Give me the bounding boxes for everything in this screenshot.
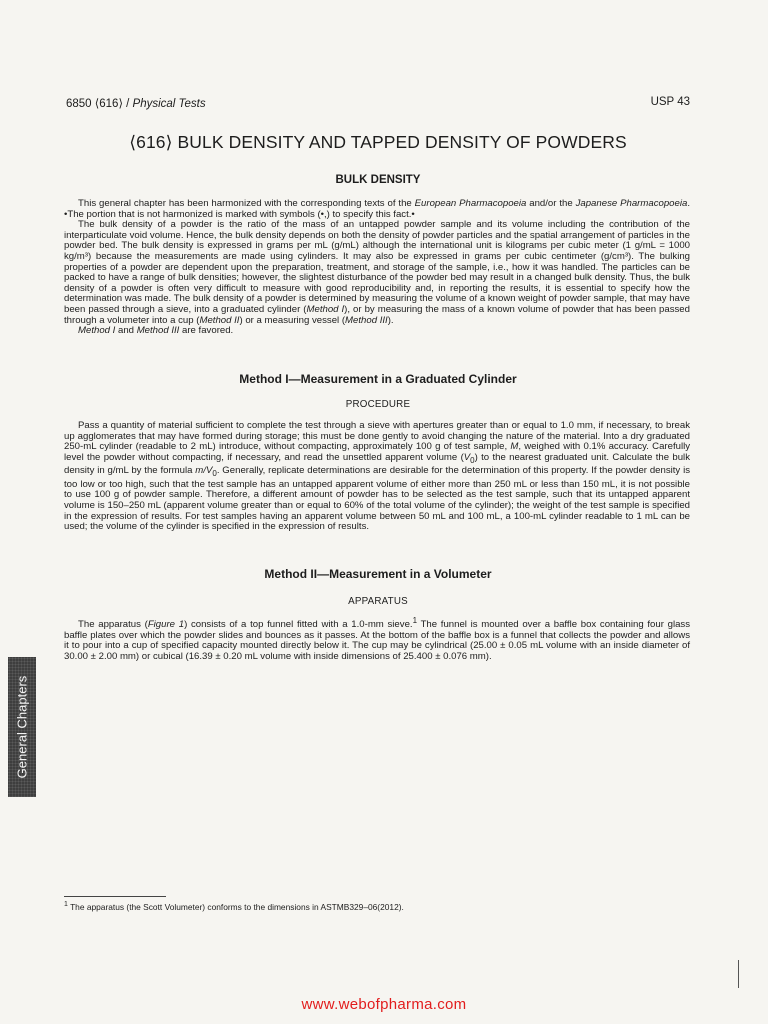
- edition-label: USP 43: [650, 96, 690, 108]
- intro-paragraph-3: Method I and Method III are favored.: [78, 325, 234, 337]
- intro-paragraph-1: This general chapter has been harmonized with the corresponding texts of the European Pharmacopoeia and/or the Japanese Pharmacopoeia. •The portion that is not harmonized is marked with symbols (•,) to specify this fact.•: [64, 198, 690, 220]
- general-chapters-tab: [8, 657, 36, 797]
- page-reference: 6850 ⟨616⟩ / Physical Tests: [66, 98, 206, 110]
- method1-paragraph: Pass a quantity of material sufficient to complete the test through a sieve with apertures greater than or equal to 1.0 mm, if necessary, to break up agglomerates that may have formed during storage; this must be done gently to avoid changing the nature of the material. Into a dry graduated 250-mL cylinder (readable to 2 mL) introduce, without compacting, approximately 100 g of test sample, M, weighed with 0.1% accuracy. Carefully level the powder without compacting, if necessary, and read the unsettled apparent volume $(V_0)$ to the nearest graduated unit. Calculate the bulk density in g/mL by the formula $m/V_0$. Generally, replicate determinations are desirable for the determination of this property. If the powder density is too low or too high, such that the test sample has an untapped apparent volume of either more than 250 mL or less than 150 mL, it is not possible to use 100 g of powder sample. Therefore, a different amount of powder has to be selected as the test sample, such that its untapped apparent volume is 150–250 mL (apparent volume greater than or equal to 60% of the total volume of the cylinder); the weight of the test sample is specified in the expression of results. For test samples having an apparent volume between 50 mL and 100 mL, a 100-mL cylinder readable to 1 mL can be used; the volume of the cylinder is specified in the expression of results.: [64, 420, 691, 533]
- intro-text: [64, 199, 690, 337]
- method2-subheading: APPARATUS: [348, 596, 408, 607]
- margin-mark: [738, 960, 739, 988]
- method1-heading: Method I—Measurement in a Graduated Cylinder: [239, 372, 517, 386]
- method1-text: [64, 421, 690, 533]
- footnote: $^1$ The apparatus (the Scott Volumeter) conforms to the dimensions in ASTMB329–06(2012).: [64, 901, 404, 912]
- footnote-divider: [64, 896, 166, 897]
- method2-paragraph: The apparatus (Figure 1) consists of a top funnel fitted with a 1.0-mm sieve.$^1$ The funnel is mounted over a baffle box containing four glass baffle plates over which the powder slides and bounces as it passes. At the bottom of the baffle box is a funnel that collects the powder and allows it to pour into a cup of specified capacity mounted directly below it. The cup may be cylindrical (25.00 ± 0.05 mL volume with an inside diameter of 30.00 ± 2.00 mm) or cubical (16.39 ± 0.20 mL volume with inside dimensions of 25.400 ± 0.076 mm).: [64, 616, 690, 662]
- running-head: [66, 96, 690, 110]
- side-tab-label: General Chapters: [14, 675, 30, 779]
- method2-heading: Method II—Measurement in a Volumeter: [264, 567, 492, 581]
- method1-subheading: PROCEDURE: [345, 399, 411, 410]
- section-title: BULK DENSITY: [335, 174, 421, 186]
- watermark-link[interactable]: www.webofpharma.com: [301, 996, 467, 1013]
- method2-text: [64, 616, 690, 663]
- chapter-title: ⟨616⟩ BULK DENSITY AND TAPPED DENSITY OF POWDERS: [129, 132, 627, 152]
- intro-paragraph-2: The bulk density of a powder is the ratio of the mass of an untapped powder sample and its volume including the contribution of the interparticulate void volume. Hence, the bulk density depends on both the density of powder particles and the spatial arrangement of particles in the powder bed. The bulk density is expressed in grams per mL (g/mL) although the international unit is kilograms per cubic meter (1 g/mL = 1000 kg/m³) because the measurements are made using cylinders. It may also be expressed in grams per cubic centimeter (g/cm³). The bulking properties of a powder are dependent upon the preparation, treatment, and storage of the sample, i.e., how it was handled. The particles can be packed to have a range of bulk densities; however, the slightest disturbance of the powder bed may result in a changed bulk density. Thus, the bulk density of a powder is often very difficult to measure with good reproducibility and, in reporting the results, it is essential to specify how the determination was made. The bulk density of a powder is determined by measuring the volume of a known weight of powder sample, that may have been passed through a sieve, into a graduated cylinder (Method I), or by measuring the mass of a known volume of powder that has been passed through a volumeter into a cup (Method II) or a measuring vessel (Method III).: [64, 219, 690, 326]
